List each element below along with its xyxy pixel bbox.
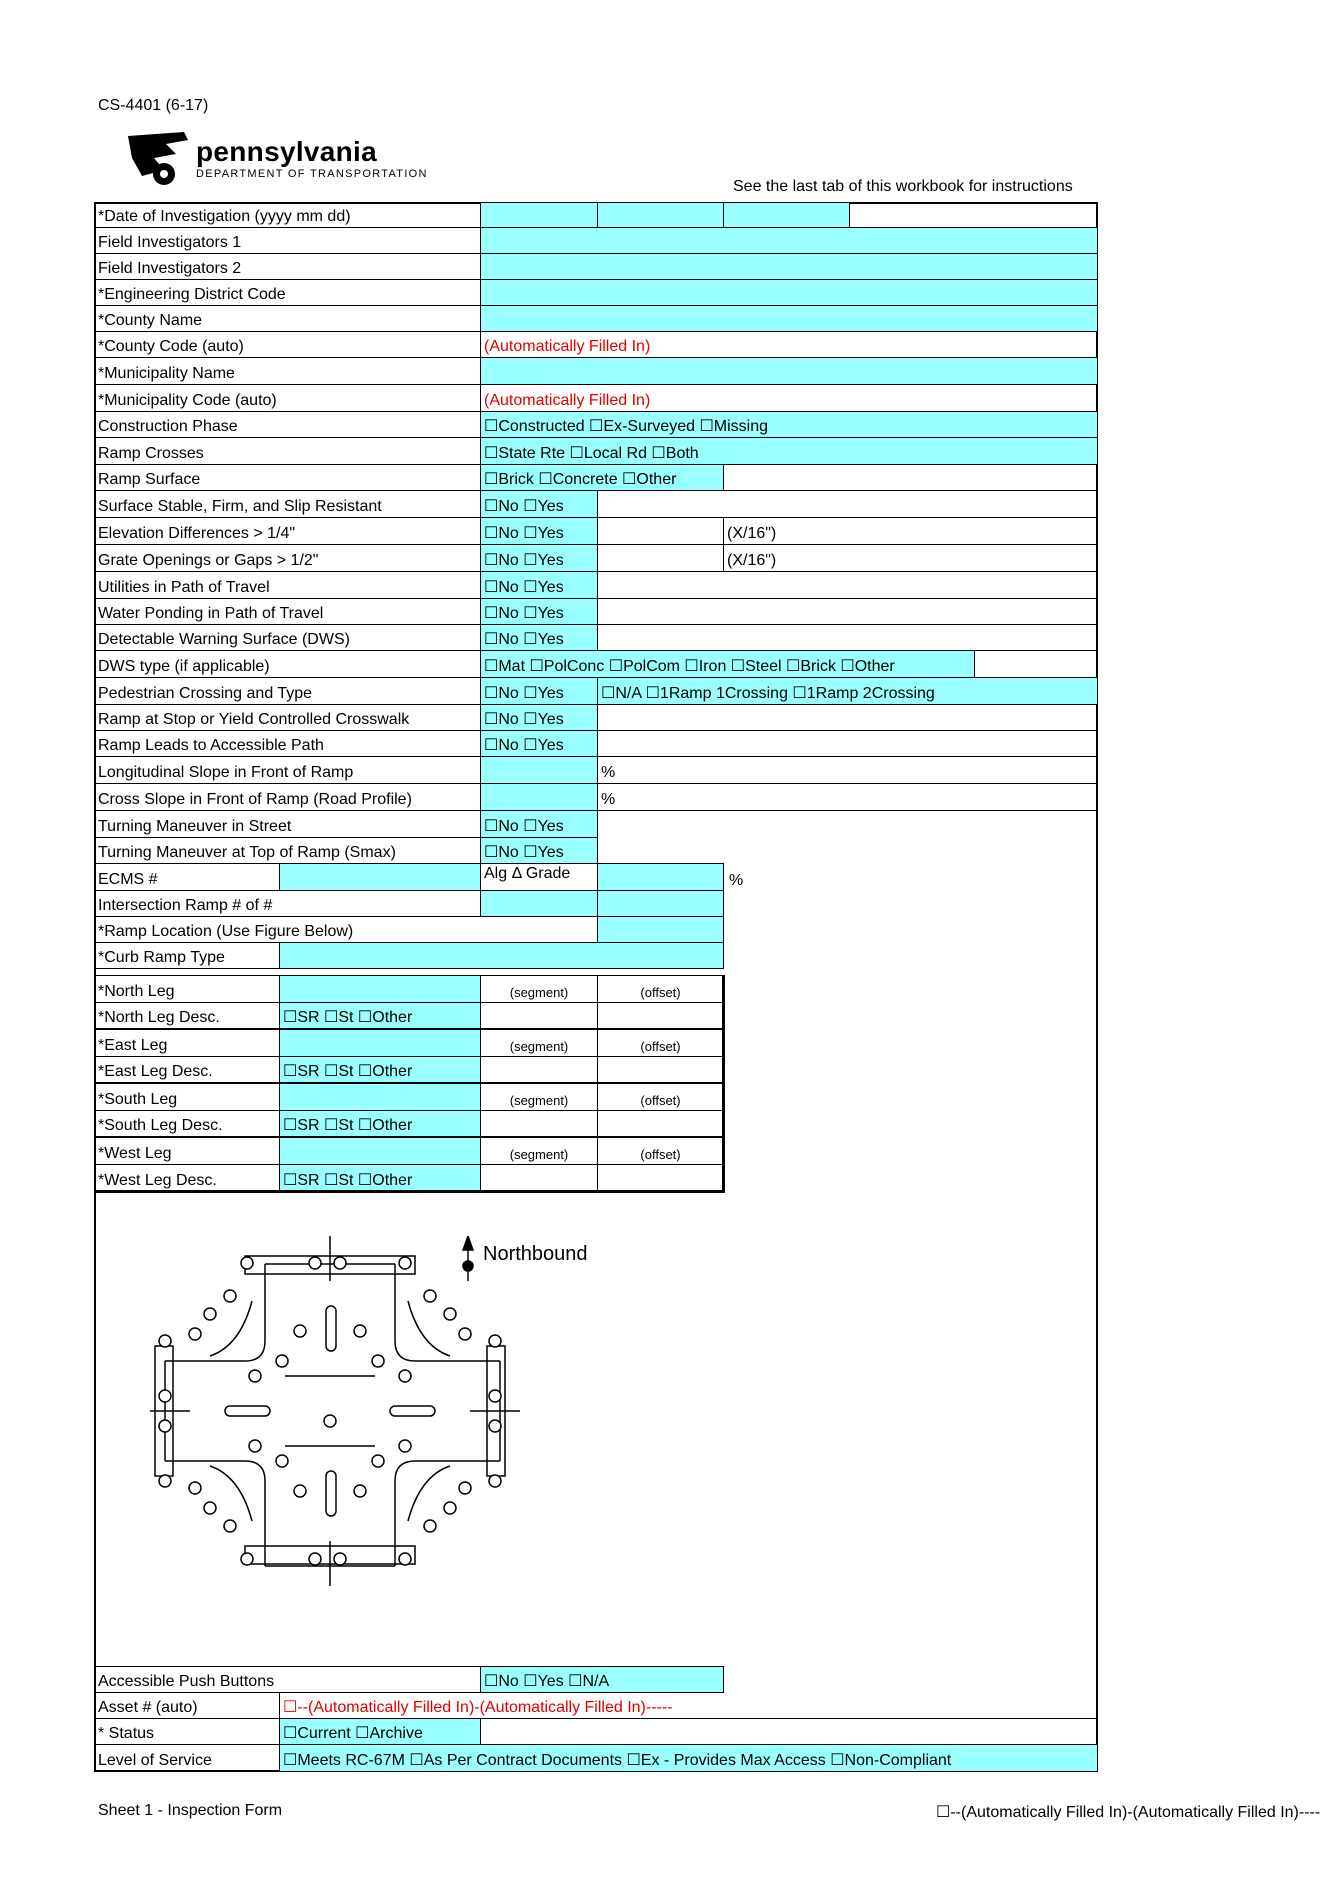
grate-options[interactable]: ☐No ☐Yes [480,544,598,572]
west-desc-offset-input[interactable] [597,1164,724,1192]
label-north: *North Leg [94,975,280,1003]
surface-other-input[interactable] [723,464,1098,491]
label-north-desc: *North Leg Desc. [94,1002,280,1029]
label-leads: Ramp Leads to Accessible Path [94,730,481,757]
intersection-ramp-figure [150,1236,520,1586]
north-desc-offset-input[interactable] [597,1002,724,1029]
north-offset[interactable]: (offset) [597,975,724,1003]
leg-block-bottom [94,1190,725,1193]
label-type: *Curb Ramp Type [94,942,280,969]
south-segment[interactable]: (segment) [480,1083,598,1111]
util-options[interactable]: ☐No ☐Yes [480,571,598,599]
turn-street-options[interactable]: ☐No ☐Yes [480,810,598,838]
label-fi2: Field Investigators 2 [94,253,481,280]
label-util: Utilities in Path of Travel [94,571,481,599]
inter-num-input[interactable] [480,890,598,917]
label-west-desc: *West Leg Desc. [94,1164,280,1192]
west-input[interactable] [279,1137,481,1165]
muni-code-auto: (Automatically Filled In) [480,384,1098,412]
north-input[interactable] [279,975,481,1003]
east-segment[interactable]: (segment) [480,1029,598,1057]
north-desc-segment-input[interactable] [480,1002,598,1029]
fi2-input[interactable] [480,253,1098,280]
label-alg-grade: Alg Δ Grade [480,863,598,891]
label-muni: *Municipality Name [94,357,481,385]
status-options[interactable]: ☐Current ☐Archive [279,1718,481,1745]
label-stable: Surface Stable, Firm, and Slip Resistant [94,490,481,518]
dws-options[interactable]: ☐No ☐Yes [480,624,598,651]
type-input[interactable] [279,942,724,969]
label-elev: Elevation Differences > 1/4" [94,517,481,545]
south-offset[interactable]: (offset) [597,1083,724,1111]
south-desc-offset-input[interactable] [597,1110,724,1137]
label-dws-type: DWS type (if applicable) [94,650,481,678]
crosses-options[interactable]: ☐State Rte ☐Local Rd ☐Both [480,437,1098,465]
label-cross-slope: Cross Slope in Front of Ramp (Road Profile) [94,783,481,811]
east-desc-offset-input[interactable] [597,1056,724,1083]
alg-grade-input[interactable] [597,863,724,891]
label-south-desc: *South Leg Desc. [94,1110,280,1137]
footer-sheet-name: Sheet 1 - Inspection Form [98,1802,283,1819]
label-county: *County Name [94,305,481,332]
date-month-input[interactable] [597,202,724,228]
label-muni-code: *Municipality Code (auto) [94,384,481,412]
label-loc: *Ramp Location (Use Figure Below) [94,916,598,943]
cross-slope-input[interactable] [480,783,598,811]
district-input[interactable] [480,279,1098,306]
label-dws: Detectable Warning Surface (DWS) [94,624,481,651]
label-fi1: Field Investigators 1 [94,227,481,254]
label-east: *East Leg [94,1029,280,1057]
los-options[interactable]: ☐Meets RC-67M ☐As Per Contract Documents ☐Ex - Provides Max Access ☐Non-Compliant [279,1744,1098,1772]
leads-options[interactable]: ☐No ☐Yes [480,730,598,757]
label-west: *West Leg [94,1137,280,1165]
turn-top-options[interactable]: ☐No ☐Yes [480,837,598,864]
water-options[interactable]: ☐No ☐Yes [480,598,598,625]
stable-comment[interactable] [597,490,1098,518]
label-stop: Ramp at Stop or Yield Controlled Crosswalk [94,704,481,731]
elev-value-input[interactable] [597,517,724,545]
logo-wordmark: pennsylvania [196,136,378,167]
form-code: CS-4401 (6-17) [98,97,209,114]
label-county-code: *County Code (auto) [94,331,481,358]
long-slope-unit: % [597,756,1098,784]
label-crosses: Ramp Crosses [94,437,481,465]
ped-type-options[interactable]: ☐N/A ☐1Ramp 1Crossing ☐1Ramp 2Crossing [597,677,1098,705]
label-grate: Grate Openings or Gaps > 1/2" [94,544,481,572]
push-options[interactable]: ☐No ☐Yes ☐N/A [480,1666,724,1693]
stop-comment[interactable] [597,704,1098,731]
dws-type-other-input[interactable] [974,650,1098,678]
west-offset[interactable]: (offset) [597,1137,724,1165]
south-input[interactable] [279,1083,481,1111]
label-phase: Construction Phase [94,411,481,438]
label-push: Accessible Push Buttons [94,1666,481,1693]
label-los: Level of Service [94,1744,280,1772]
phase-options[interactable]: ☐Constructed ☐Ex-Surveyed ☐Missing [480,411,1098,438]
ecms-input[interactable] [279,863,481,891]
surface-options[interactable]: ☐Brick ☐Concrete ☐Other [480,464,724,491]
west-desc-options[interactable]: ☐SR ☐St ☐Other [279,1164,481,1192]
northbound-label: Northbound [483,1243,588,1265]
fi1-input[interactable] [480,227,1098,254]
grate-value-input[interactable] [597,544,724,572]
label-water: Water Ponding in Path of Travel [94,598,481,625]
county-input[interactable] [480,305,1098,332]
east-input[interactable] [279,1029,481,1057]
east-desc-options[interactable]: ☐SR ☐St ☐Other [279,1056,481,1083]
label-south: *South Leg [94,1083,280,1111]
cross-slope-unit: % [597,783,1098,811]
label-turn-top: Turning Maneuver at Top of Ramp (Smax) [94,837,481,864]
date-day-input[interactable] [723,202,850,228]
inter-of-input[interactable] [597,890,724,917]
label-east-desc: *East Leg Desc. [94,1056,280,1083]
label-district: *Engineering District Code [94,279,481,306]
date-year-input[interactable] [480,202,598,228]
date-blank [849,202,1098,228]
alg-grade-unit: % [729,872,744,889]
county-code-auto: (Automatically Filled In) [480,331,1098,358]
dws-comment[interactable] [597,624,1098,651]
label-status: * Status [94,1718,280,1745]
label-surface: Ramp Surface [94,464,481,491]
east-offset[interactable]: (offset) [597,1029,724,1057]
west-segment[interactable]: (segment) [480,1137,598,1165]
grate-unit: (X/16") [723,544,1098,572]
long-slope-input[interactable] [480,756,598,784]
elev-options[interactable]: ☐No ☐Yes [480,517,598,545]
muni-input[interactable] [480,357,1098,385]
label-turn-street: Turning Maneuver in Street [94,810,481,838]
leads-comment[interactable] [597,730,1098,757]
util-comment[interactable] [597,571,1098,599]
water-comment[interactable] [597,598,1098,625]
south-desc-options[interactable]: ☐SR ☐St ☐Other [279,1110,481,1137]
label-ecms: ECMS # [94,863,280,891]
north-desc-options[interactable]: ☐SR ☐St ☐Other [279,1002,481,1029]
elev-unit: (X/16") [723,517,1098,545]
label-ped: Pedestrian Crossing and Type [94,677,481,705]
footer-asset-repeat: ☐--(Automatically Filled In)-(Automatically Filled In)---- [936,1804,1321,1821]
stop-options[interactable]: ☐No ☐Yes [480,704,598,731]
label-date: *Date of Investigation (yyyy mm dd) [94,202,481,228]
label-long-slope: Longitudinal Slope in Front of Ramp [94,756,481,784]
south-desc-segment-input[interactable] [480,1110,598,1137]
dws-type-options[interactable]: ☐Mat ☐PolConc ☐PolCom ☐Iron ☐Steel ☐Brick ☐Other [480,650,975,678]
label-asset: Asset # (auto) [94,1692,280,1719]
logo-subtitle: DEPARTMENT OF TRANSPORTATION [196,168,428,180]
east-desc-segment-input[interactable] [480,1056,598,1083]
stable-options[interactable]: ☐No ☐Yes [480,490,598,518]
loc-input[interactable] [597,916,724,943]
ped-options[interactable]: ☐No ☐Yes [480,677,598,705]
asset-auto: ☐--(Automatically Filled In)-(Automatically Filled In)----- [279,1692,1098,1719]
instructions-note: See the last tab of this workbook for instructions [733,178,1073,195]
north-segment[interactable]: (segment) [480,975,598,1003]
leg-block-border [722,975,725,1192]
label-inter: Intersection Ramp # of # [94,890,481,917]
west-desc-segment-input[interactable] [480,1164,598,1192]
